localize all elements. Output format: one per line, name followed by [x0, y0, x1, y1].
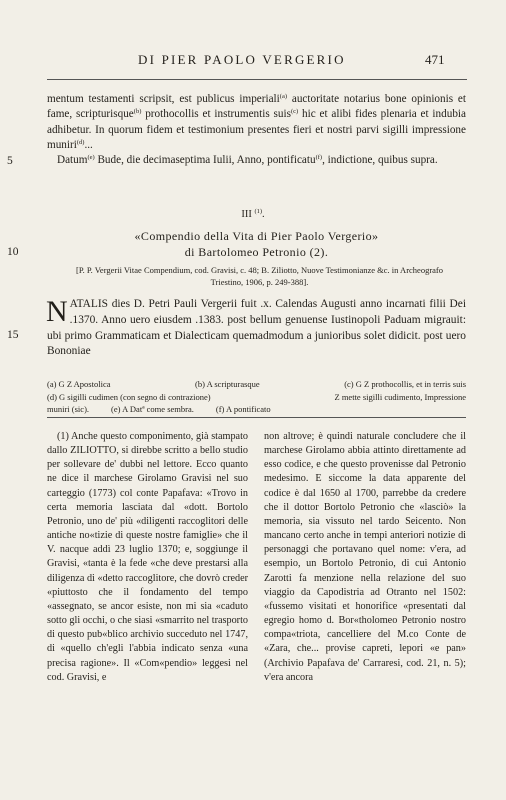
dating-paragraph [47, 153, 466, 168]
section-author [47, 245, 466, 260]
apparatus-note-e: (e) A Datª come sembra. [111, 404, 194, 414]
text-segment: Datum [57, 154, 88, 167]
text-segment: Bude, die decimaseptima Iulii, Anno, pontificatu [94, 154, 316, 167]
footnote-column-left [47, 430, 248, 685]
critical-apparatus [47, 378, 466, 416]
closing-paragraph [47, 92, 466, 153]
line-number-5: 5 [7, 155, 13, 167]
section-number [0, 209, 506, 220]
apparatus-note-a: (a) G Z Apostolica [47, 379, 111, 389]
section-numeral: III [241, 209, 252, 220]
text-segment: mentum testamenti scripsit, est publicus imperiali [47, 93, 280, 105]
note-ref-e: (e) [87, 154, 95, 162]
author-text-end: ). [320, 245, 329, 259]
note-ref-b: (b) [133, 108, 142, 116]
source-citation: [P. P. Vergerii Vitae Compendium, cod. Gravisi, c. 48; B. Ziliotto, Nuove Testimonianze &c. in Archeografo Triestino, 1906, p. 249-388]. [75, 265, 443, 287]
section-title: «Compendio della Vita di Pier Paolo Vergerio» [134, 229, 379, 243]
footnote-text: non altrove; è quindi naturale concludere che il marchese Girolamo abbia attinto direttamente ad esso codice, e che questo provenisse dal Petronio medesimo. E siccome la data apparente del codice è dal 1650 al 1700, parrebbe da credere che il dottor Bortolo Petronio che «lasciò» la memoria, sia vissuto nel tardo Seicento. Non mancano certo anche in tempi anteriori notizie di personaggi che portavano quel nome: v'era, ad esempio, un Bortolo Petronio, di cui Antonio Zarotti fa menzione nella relazione del suo viaggio da Capodistria ad Otranto nel 1502: «fussemo visitati et honorifice «presentati dal egregio homo d. Bor«tholomeo Petronio nostro compa«triota, cancelliere del M.co Conte de «Zara, che... provise capreti, lepori «e pan» (Archivio Papafava de' Carraresi, cod. 21, n. 5); v'era ancora [264, 431, 466, 683]
note-ref-c: (c) [290, 108, 299, 116]
page-number: 471 [425, 52, 445, 67]
line-number-10: 10 [7, 246, 19, 258]
note-ref-d: (d) [76, 138, 85, 146]
text-segment: , indictione, quibus supra. [322, 154, 438, 167]
section-note-ref: (1) [254, 208, 263, 215]
line-number-15: 15 [7, 329, 19, 341]
latin-text [47, 297, 466, 360]
document-closing-text [47, 92, 466, 168]
apparatus-note-d-end: muniri (sic). [47, 404, 90, 414]
latin-body: ATALIS dies D. Petri Pauli Vergerii fuit .x. Calendas Augusti anno incarnati filii Dei .1370. Anno uero eiusdem .1383. post bellum genuense Iustinopoli Paduam migrauit: ubi primo Grammaticam et Dialecticam quemadmodum a junioribus solet didicit. post uero Bononiae [47, 298, 466, 358]
header-rule [47, 79, 467, 80]
author-text: di Bartolomeo Petronio ( [184, 245, 315, 259]
apparatus-note-d-cont: Z mette sigilli cudimento, Impressione [334, 391, 466, 402]
footnote-text: (1) Anche questo componimento, già stampato dallo ZILIOTTO, si direbbe scritto a bello studio per sollevare de' dubbi nel lettore. Ecco quanto ne dice il marchese Girolamo Gravisi nel suo carteggio (1773) col conte Papafava: «Trovo in certa memoria lasciata dal «dott. Bortolo Petronio, uno de' più «diligenti raccoglitori delle antiche no«tizie di queste nostre famiglie» che il V. nacque addì 23 luglio 1370; e, soggiunge il Gravisi, «tanta è la fede «che deve prestarsi alla diligenza di «detto raccoglitore, che dovrò creder «piuttosto che il fondamento del tempo «assegnato, se ancor esiste, non mi sia «caduto sotto gli occhi, o che siasi «smarrito nel trasporto di questo pub«blico archivio succeduto nel 1747, di «quello ch'egli l'abbia indicato senza «una precisa ragione». Il «Com«pendio» leggesi nel cod. Gravisi, e [47, 431, 248, 683]
note-ref-f: (f) [315, 154, 323, 162]
apparatus-row [47, 391, 466, 404]
running-title: DI PIER PAOLO VERGERIO [138, 52, 346, 67]
text-segment: ... [84, 138, 93, 151]
apparatus-note-c: (c) G Z prothocollis, et in terris suis [344, 379, 466, 389]
footnote-rule [47, 417, 466, 418]
apparatus-note-b: (b) A scripturasque [195, 379, 260, 389]
author-note-ref: 2 [314, 245, 321, 259]
text-segment: prothocollis et instrumentis suis [141, 108, 291, 121]
footnote-column-right [264, 430, 466, 685]
text-segment: hic et alibi fides plenaria et indubia adhibetur. In quorum fidem et testimonium presentes fieri et nostri parvi sigilli impressione muniri [47, 108, 466, 151]
apparatus-row [47, 403, 466, 416]
text-segment: auctoritate notarius bone opinionis et fame, scripturisque [47, 93, 467, 121]
section-dot: . [262, 209, 265, 220]
apparatus-note-d: (d) G sigilli cudimen (con segno di contrazione) [47, 391, 211, 402]
running-header [0, 52, 506, 72]
apparatus-note-f: (f) A pontificato [215, 404, 271, 414]
note-ref-a: (a) [279, 93, 287, 100]
apparatus-row [47, 378, 466, 391]
drop-cap: N [46, 295, 68, 328]
